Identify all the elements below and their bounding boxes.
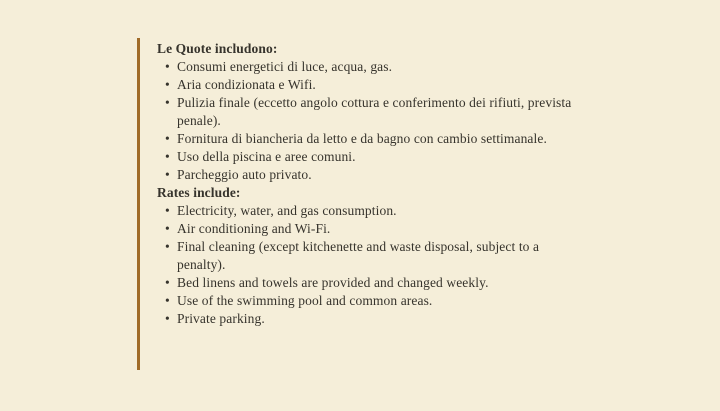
section-heading-italian: Le Quote includono: xyxy=(157,41,278,56)
list-item: • Final cleaning (except kitchenette and waste disposal, subject to a penalty). xyxy=(157,238,573,274)
list-item: • Private parking. xyxy=(157,310,573,328)
list-item: • Pulizia finale (eccetto angolo cottura e conferimento dei rifiuti, prevista penale). xyxy=(157,94,573,130)
italian-items-list xyxy=(157,58,573,184)
list-item: • Aria condizionata e Wifi. xyxy=(157,76,573,94)
list-item: • Bed linens and towels are provided and changed weekly. xyxy=(157,274,573,292)
english-items-list xyxy=(157,202,573,328)
list-item: • Fornitura di biancheria da letto e da bagno con cambio settimanale. xyxy=(157,130,573,148)
list-item: • Electricity, water, and gas consumption. xyxy=(157,202,573,220)
list-item: • Parcheggio auto privato. xyxy=(157,166,573,184)
list-item: • Consumi energetici di luce, acqua, gas. xyxy=(157,58,573,76)
list-item: • Air conditioning and Wi-Fi. xyxy=(157,220,573,238)
vertical-rule xyxy=(137,38,140,370)
list-item: • Use of the swimming pool and common areas. xyxy=(157,292,573,310)
section-heading-english: Rates include: xyxy=(157,185,241,200)
rates-info-panel xyxy=(157,40,573,328)
list-item: • Uso della piscina e aree comuni. xyxy=(157,148,573,166)
